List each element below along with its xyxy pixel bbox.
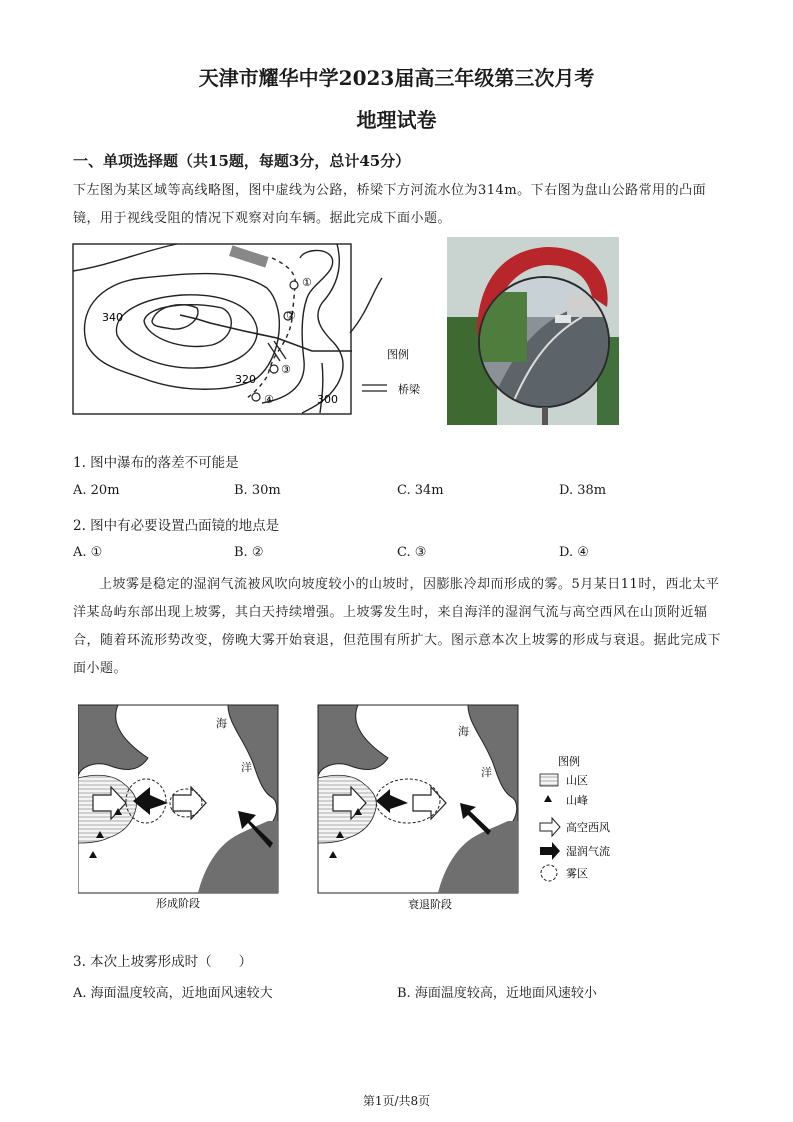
decay-panel <box>318 705 518 893</box>
contour-label-340: 340 <box>102 311 123 324</box>
sea-label-2-right: 洋 <box>481 766 492 779</box>
section-heading: 一、单项选择题（共15题，每题3分，总计45分） <box>73 152 411 170</box>
q2-option-c[interactable]: C. ③ <box>397 545 427 560</box>
convex-mirror-photo <box>447 237 619 425</box>
passage-2: 上坡雾是稳定的湿润气流被风吹向坡度较小的山坡时，因膨胀冷却而形成的雾。5月某日11时，西北太平洋某岛屿东部出现上坡雾，其白天持续增强。上坡雾发生时，来自海洋的湿润气流与高空西风在山顶附近辐合，随着环流形势改变，傍晚大雾开始衰退，但范围有所扩大。图示意本次上坡雾的形成与衰退。据此完成下面小题。 <box>73 577 722 676</box>
fog-legend-title: 图例 <box>558 755 580 768</box>
contour-line <box>73 244 177 271</box>
point-label-1: ① <box>302 276 312 289</box>
question-3-stem: 3. 本次上坡雾形成时（ ） <box>73 954 253 970</box>
fog-diagrams <box>78 703 638 913</box>
point-label-4: ④ <box>264 393 274 406</box>
point-label-2: ② <box>286 309 296 322</box>
legend-moist-icon <box>540 842 560 860</box>
page-subtitle: 地理试卷 <box>356 108 437 132</box>
legend-peak: 山峰 <box>566 794 588 807</box>
q3-option-a[interactable]: A. 海面温度较高，近地面风速较大 <box>73 986 273 1001</box>
page-title: 天津市耀华中学2023届高三年级第三次月考 <box>198 66 595 90</box>
q2-option-d[interactable]: D. ④ <box>559 545 589 560</box>
legend-peak-icon <box>544 795 552 802</box>
q1-option-b[interactable]: B. 30m <box>234 483 281 498</box>
contour-line <box>84 274 279 390</box>
q1-option-d[interactable]: D. 38m <box>559 483 607 498</box>
sea-label-2: 洋 <box>241 761 252 774</box>
map-legend-title: 图例 <box>387 348 409 361</box>
page-footer: 第1页/共8页 <box>362 1094 431 1108</box>
caption-formation: 形成阶段 <box>156 897 200 910</box>
point-marker <box>252 393 260 401</box>
point-marker <box>270 365 278 373</box>
q3-option-b[interactable]: B. 海面温度较高，近地面风速较小 <box>397 986 597 1001</box>
question-1-stem: 1. 图中瀑布的落差不可能是 <box>73 455 239 471</box>
question-2-stem: 2. 图中有必要设置凸面镜的地点是 <box>73 518 280 534</box>
q1-option-a[interactable]: A. 20m <box>73 483 120 498</box>
sea-label-1: 海 <box>216 717 227 730</box>
contour-map <box>72 243 432 418</box>
sea-label-1-right: 海 <box>458 725 469 738</box>
fog-legend <box>540 754 610 881</box>
legend-mountain-icon <box>540 774 558 786</box>
waterfall-block <box>229 245 269 267</box>
point-marker <box>290 281 298 289</box>
caption-decay: 衰退阶段 <box>408 898 452 911</box>
q2-option-a[interactable]: A. ① <box>73 545 103 560</box>
legend-moist: 湿润气流 <box>566 845 610 858</box>
q1-option-c[interactable]: C. 34m <box>397 483 444 498</box>
legend-mountain: 山区 <box>566 774 588 787</box>
legend-fog-icon <box>541 865 557 881</box>
intro-paragraph: 下左图为某区域等高线略图，图中虚线为公路，桥梁下方河流水位为314m。下右图为盘山公路常用的凸面镜，用于视线受阻的情况下观察对向车辆。据此完成下面小题。 <box>73 183 707 226</box>
contour-line <box>116 295 257 368</box>
contour-label-300: 300 <box>317 393 338 406</box>
legend-westerly-icon <box>540 818 560 836</box>
q2-option-b[interactable]: B. ② <box>234 545 264 560</box>
contour-label-320: 320 <box>235 373 256 386</box>
legend-bridge-icon <box>362 385 387 391</box>
legend-westerly: 高空西风 <box>566 821 610 834</box>
map-legend-bridge: 桥梁 <box>398 383 420 396</box>
contour-line <box>262 250 333 403</box>
point-label-3: ③ <box>281 363 291 376</box>
legend-fog: 雾区 <box>566 867 588 880</box>
formation-panel <box>78 705 278 893</box>
